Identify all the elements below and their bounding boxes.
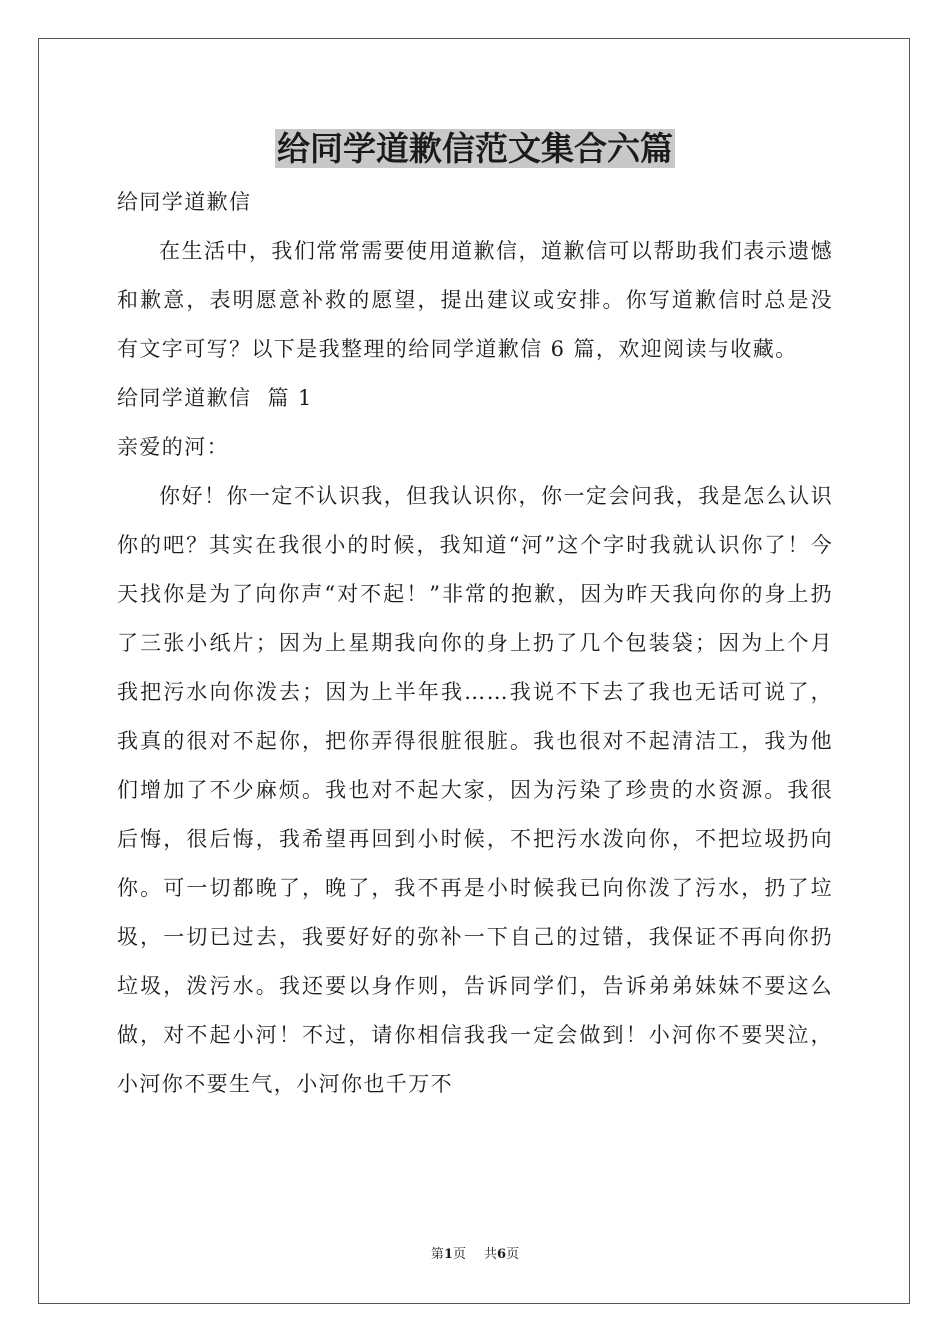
page-footer	[0, 1246, 950, 1264]
intro-paragraph: 在生活中，我们常常需要使用道歉信，道歉信可以帮助我们表示遗憾和歉意，表明愿意补救的愿望，提出建议或安排。你写道歉信时总是没有文字可写？以下是我整理的给同学道歉信 6 篇，欢迎阅读与收藏。	[117, 239, 833, 361]
document-title	[0, 126, 950, 172]
salutation: 亲爱的河：	[117, 435, 229, 459]
document-body	[117, 178, 833, 1109]
section-title: 给同学道歉信 篇 1	[117, 386, 313, 410]
total-suffix: 页	[506, 1247, 520, 1262]
total-prefix: 共	[484, 1247, 498, 1262]
document-title-text: 给同学道歉信范文集合六篇	[277, 129, 673, 168]
page-suffix: 页	[452, 1247, 466, 1262]
letter-body-paragraph: 你好！你一定不认识我，但我认识你，你一定会问我，我是怎么认识你的吧？其实在我很小的时候，我知道“河”这个字时我就认识你了！今天找你是为了向你声“对不起！”非常的抱歉，因为昨天我向你的身上扔了三张小纸片；因为上星期我向你的身上扔了几个包装袋；因为上个月我把污水向你泼去；因为上半年我……我说不下去了我也无话可说了，我真的很对不起你，把你弄得很脏很脏。我也很对不起清洁工，我为他们增加了不少麻烦。我也对不起大家，因为污染了珍贵的水资源。我很后悔，很后悔，我希望再回到小时候，不把污水泼向你，不把垃圾扔向你。可一切都晚了，晚了，我不再是小时候我已向你泼了污水，扔了垃圾，一切已过去，我要好好的弥补一下自己的过错，我保证不再向你扔垃圾，泼污水。我还要以身作则，告诉同学们，告诉弟弟妹妹不要这么做，对不起小河！不过，请你相信我我一定会做到！小河你不要哭泣，小河你不要生气，小河你也千万不	[117, 484, 833, 1096]
page-prefix: 第	[430, 1247, 444, 1262]
page-total: 6	[497, 1247, 507, 1262]
page-current: 1	[443, 1247, 453, 1262]
document-heading: 给同学道歉信	[117, 190, 252, 214]
